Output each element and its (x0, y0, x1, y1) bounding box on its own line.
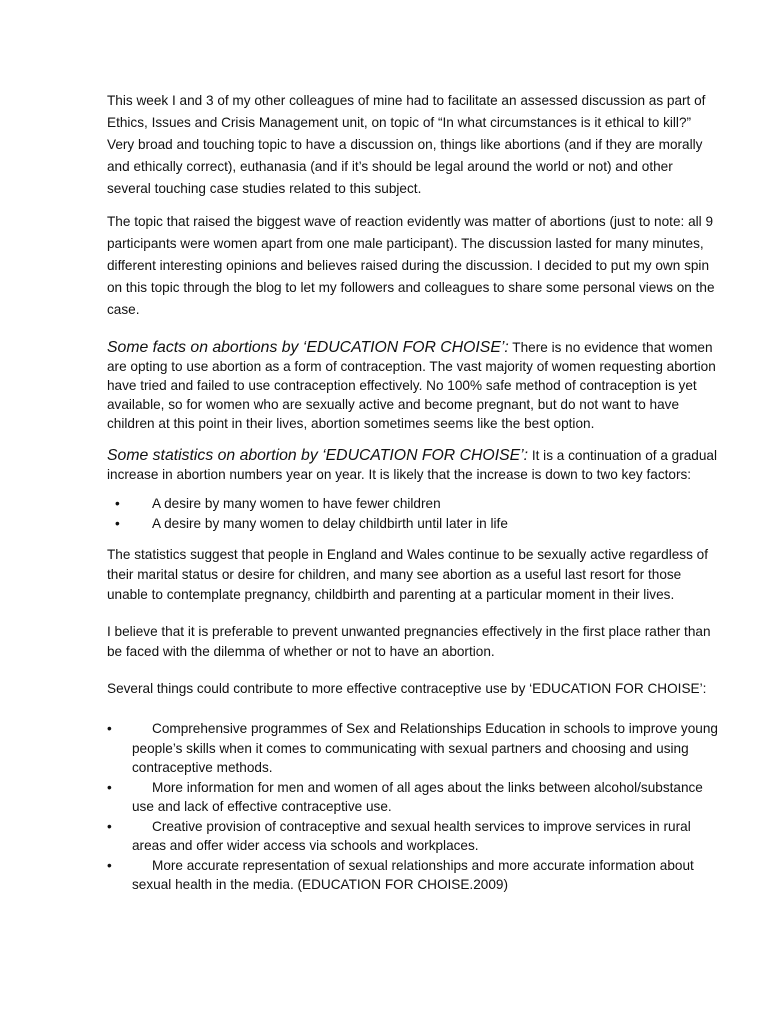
stats-paragraph (107, 446, 719, 484)
stats-lead: Some statistics on abortion by ‘EDUCATION FOR CHOISE’: (107, 447, 529, 464)
bullet-icon: • (115, 496, 120, 511)
factors-list (107, 494, 719, 534)
contraceptive-paragraph: Several things could contribute to more effective contraceptive use by ‘EDUCATION FOR CHOISE’: (107, 681, 707, 696)
list-item (107, 719, 719, 778)
belief-paragraph: I believe that it is preferable to prevent unwanted pregnancies effectively in the first place rather than be faced with the dilemma of whether or not to have an abortion. (107, 624, 711, 659)
list-item (107, 856, 719, 895)
intro-paragraph (107, 90, 719, 200)
statistics-paragraph: The statistics suggest that people in England and Wales continue to be sexually active regardless of their marital status or desire for children, and many see abortion as a useful last resort for those unable to contemplate pregnancy, childbirth and parenting at a particular moment in their lives. (107, 547, 708, 602)
bullet-icon: • (115, 516, 120, 531)
list-item (107, 817, 719, 856)
list-item (107, 494, 719, 514)
recommendation-text: More information for men and women of all ages about the links between alcohol/substance use and lack of effective contraceptive use. (132, 779, 703, 814)
recommendation-text: Comprehensive programmes of Sex and Relationships Education in schools to improve young people’s skills when it comes to communicating with sexual partners and choosing and using contraceptive methods. (132, 721, 718, 775)
list-item (107, 778, 719, 817)
intro-text-a: This week I and 3 of my other colleagues of mine had to facilitate an assessed discussion as part of (107, 93, 706, 108)
factor-text: A desire by many women to delay childbirth until later in life (152, 516, 508, 531)
list-item (107, 514, 719, 534)
bullet-icon: • (107, 721, 112, 736)
facts-body: There is no evidence that women are opting to use abortion as a form of contraception. The vast majority of women requesting abortion have tried and failed to use contraception effectively. No 100% safe method of contraception is yet available, so for women who are sexually active and become pregnant, but do not want to have children at this point in their lives, abortion sometimes seems like the best option. (107, 340, 716, 431)
bullet-icon: • (107, 818, 112, 834)
intro-text-c: unit, on topic of “In what circumstances is it ethical to kill?” Very broad and touching topic to have a discussion on, things like abortions (and if they are morally and ethically correct), euthanasia (and if it’s should be legal around the world or not) and other several touching case studies related to this subject. (107, 115, 703, 196)
facts-paragraph (107, 338, 719, 433)
recommendations-list (107, 719, 719, 895)
factor-text: A desire by many women to have fewer children (152, 496, 441, 511)
recommendation-text: Creative provision of contraceptive and sexual health services to improve services in rural areas and offer wider access via schools and workplaces. (132, 818, 691, 853)
discussion-paragraph: The topic that raised the biggest wave of reaction evidently was matter of abortions (just to note: all 9 participants were women apart from one male participant). The discussion lasted for many minutes, different interesting opinions and believes raised during the discussion. I decided to put my own spin on this topic through the blog to let my followers and colleagues to share some personal views on the case. (107, 214, 715, 317)
document-page (107, 90, 719, 895)
stats-body: It is a continuation of a gradual increase in abortion numbers year on year. It is likely that the increase is down to two key factors: (107, 448, 718, 482)
unit-name: Ethics, Issues and Crisis Management (107, 115, 339, 130)
bullet-icon: • (107, 779, 112, 795)
bullet-icon: • (107, 857, 112, 873)
recommendation-text: More accurate representation of sexual relationships and more accurate information about sexual health in the media. (EDUCATION FOR CHOISE.2009) (132, 857, 694, 892)
facts-lead: Some facts on abortions by ‘EDUCATION FOR CHOISE’: (107, 339, 509, 356)
